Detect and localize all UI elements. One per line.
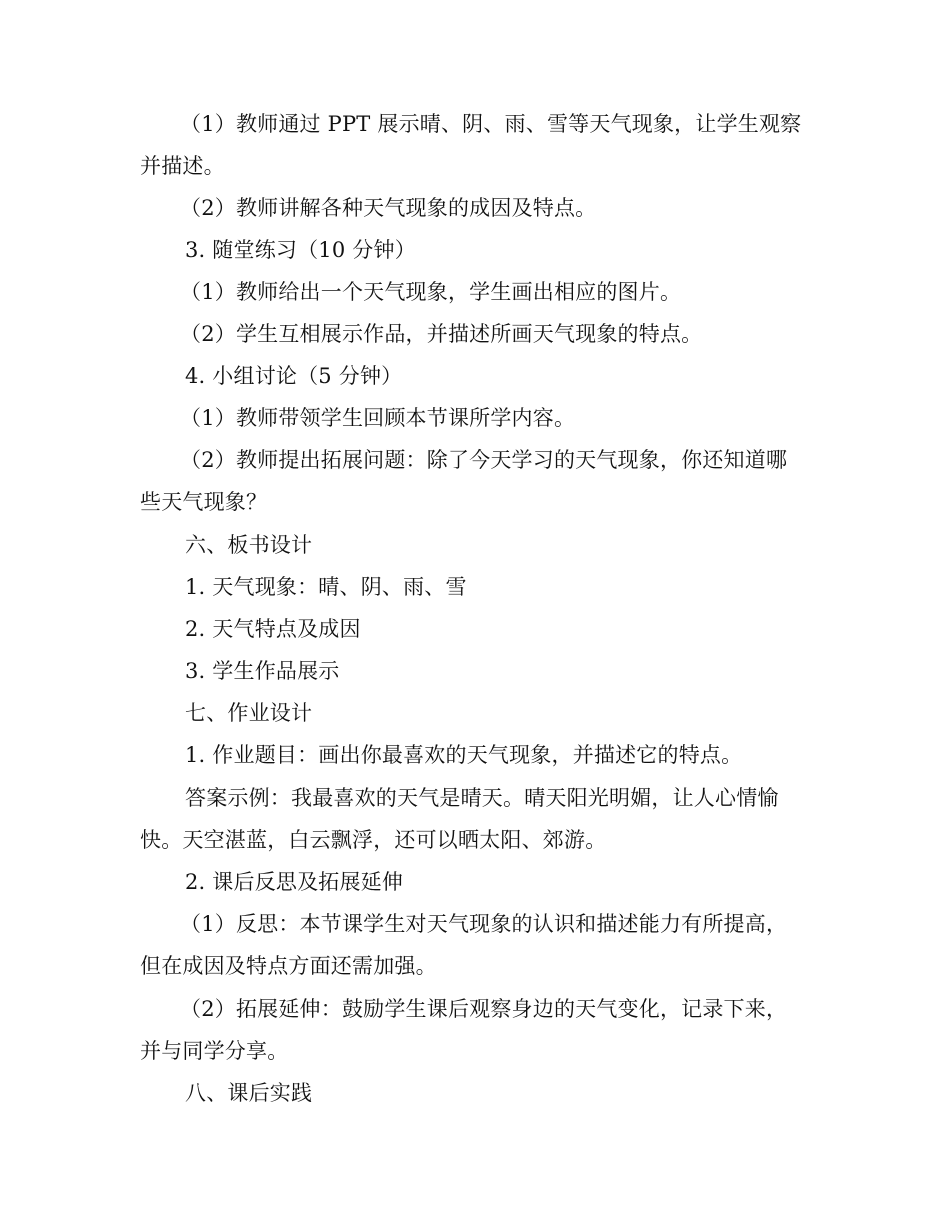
paragraph-line: 快。天空湛蓝，白云飘浮，还可以晒太阳、郊游。 [140, 828, 607, 852]
paragraph-line: 并与同学分享。 [140, 1039, 289, 1063]
paragraph-line: （1）教师给出一个天气现象，学生画出相应的图片。 [180, 280, 682, 304]
paragraph-line: （1）反思：本节课学生对天气现象的认识和描述能力有所提高， [180, 912, 788, 936]
list-item: 3. 学生作品展示 [185, 659, 340, 683]
chapter-heading: 七、作业设计 [185, 701, 313, 725]
paragraph-line: （2）教师提出拓展问题：除了今天学习的天气现象，你还知道哪 [180, 448, 788, 472]
list-item: 1. 天气现象：晴、阴、雨、雪 [185, 575, 467, 599]
paragraph-line: 并描述。 [140, 154, 225, 178]
list-item: 1. 作业题目：画出你最喜欢的天气现象，并描述它的特点。 [185, 743, 743, 767]
paragraph-line: （2）学生互相展示作品，并描述所画天气现象的特点。 [180, 322, 703, 346]
chapter-heading: 八、课后实践 [185, 1081, 313, 1105]
paragraph-line: 但在成因及特点方面还需加强。 [140, 954, 437, 978]
paragraph-line: （2）教师讲解各种天气现象的成因及特点。 [180, 196, 597, 220]
list-item: 2. 天气特点及成因 [185, 617, 361, 641]
paragraph-line: （1）教师带领学生回顾本节课所学内容。 [180, 406, 576, 430]
paragraph-line: 些天气现象？ [140, 490, 268, 514]
paragraph-line: 答案示例：我最喜欢的天气是晴天。晴天阳光明媚，让人心情愉 [185, 786, 779, 810]
chapter-heading: 六、板书设计 [185, 533, 313, 557]
paragraph-line: （1）教师通过 PPT 展示晴、阴、雨、雪等天气现象，让学生观察 [180, 112, 802, 136]
paragraph-line: （2）拓展延伸：鼓励学生课后观察身边的天气变化，记录下来， [180, 997, 788, 1021]
section-heading: 4. 小组讨论（5 分钟） [185, 364, 403, 388]
list-item: 2. 课后反思及拓展延伸 [185, 870, 404, 894]
section-heading: 3. 随堂练习（10 分钟） [185, 238, 416, 262]
